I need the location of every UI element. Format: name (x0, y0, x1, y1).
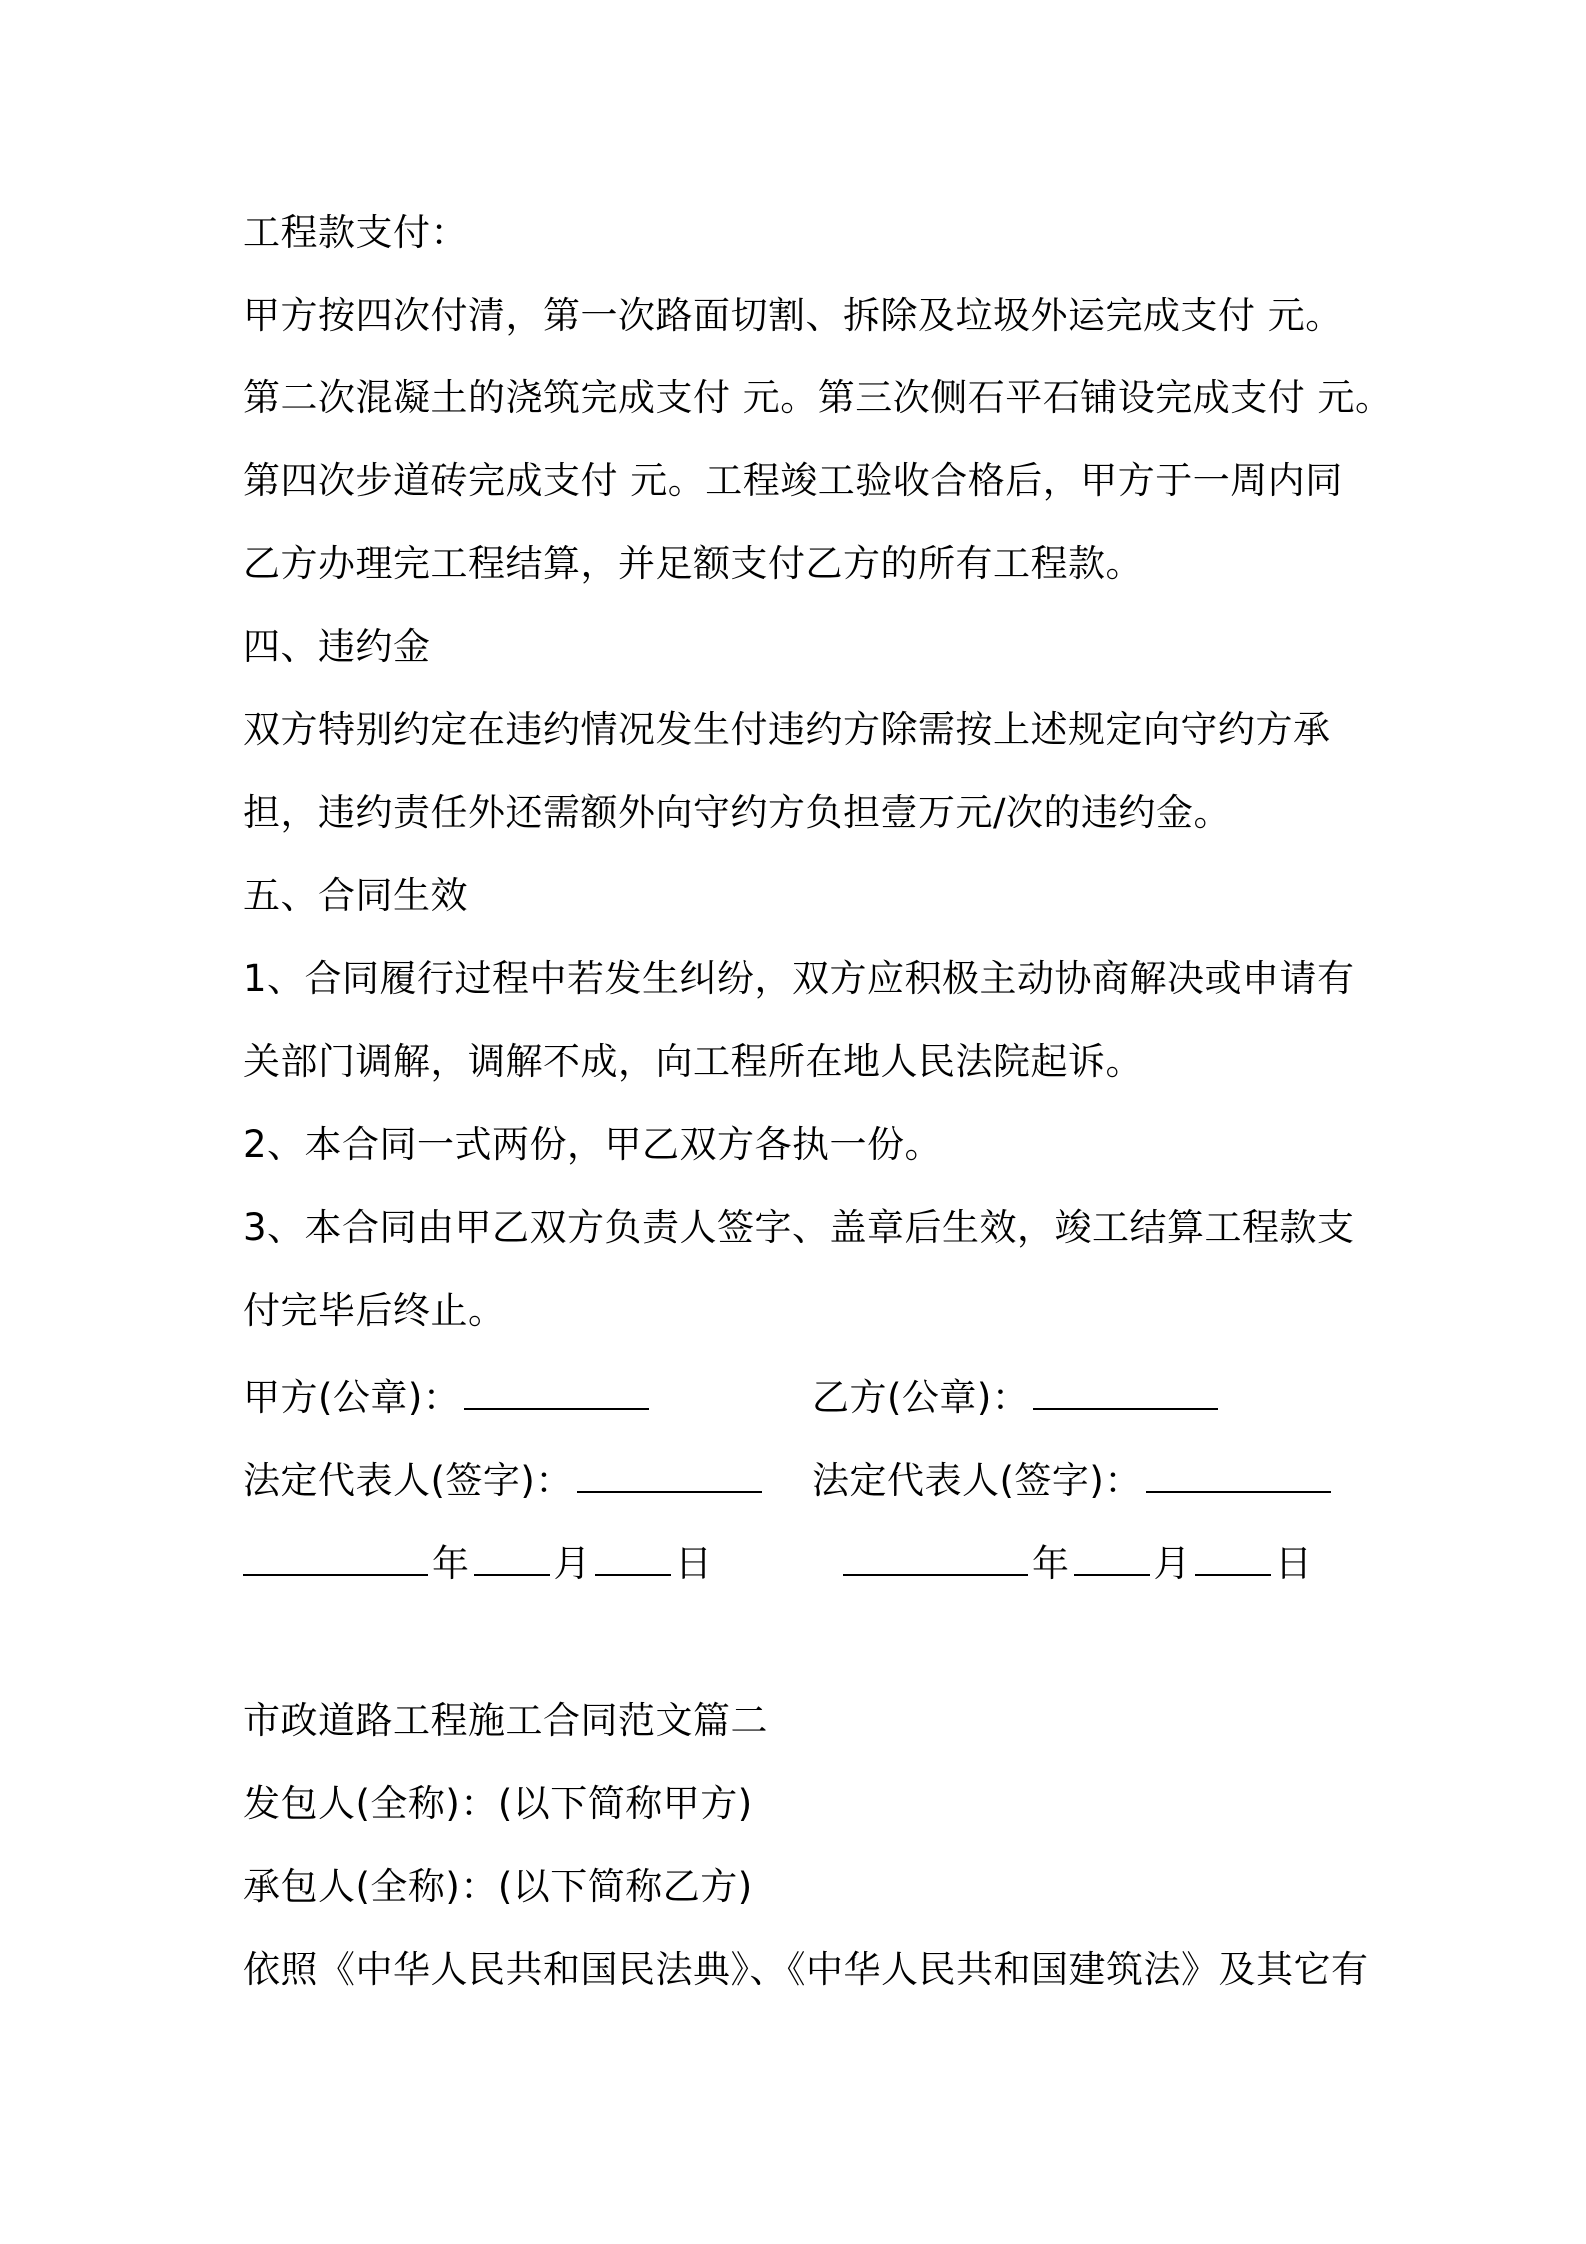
section-heading-payment: 工程款支付： (243, 211, 468, 254)
party-a-seal-label: 甲方(公章)： (243, 1376, 461, 1420)
party-a-rep-blank[interactable] (577, 1456, 762, 1493)
paragraph-line: 甲方按四次付清，第一次路面切割、拆除及垃圾外运完成支付 元。 (243, 294, 1343, 337)
section-heading-effectiveness: 五、合同生效 (243, 874, 468, 917)
section-heading-penalty: 四、违约金 (243, 625, 431, 668)
section-two-title: 市政道路工程施工合同范文篇二 (243, 1699, 768, 1742)
paragraph-line: 第二次混凝土的浇筑完成支付 元。第三次侧石平石铺设完成支付 元。 (243, 376, 1393, 419)
paragraph-line: 关部门调解，调解不成，向工程所在地人民法院起诉。 (243, 1040, 1143, 1083)
party-b-rep-line (812, 1456, 1335, 1503)
party-a-seal-line (243, 1373, 653, 1420)
party-b-rep-label: 法定代表人(签字)： (812, 1459, 1142, 1503)
month-label: 月 (553, 1542, 591, 1586)
party-a-rep-line (243, 1456, 766, 1503)
party-b-seal-line (812, 1373, 1222, 1420)
paragraph-line: 担，违约责任外还需额外向守约方负担壹万元/次的违约金。 (243, 791, 1231, 834)
party-a-seal-blank[interactable] (464, 1373, 649, 1410)
party-a-month-blank[interactable] (474, 1539, 550, 1576)
paragraph-line: 第四次步道砖完成支付 元。工程竣工验收合格后，甲方于一周内同 (243, 459, 1343, 502)
party-b-month-blank[interactable] (1074, 1539, 1150, 1576)
day-label: 日 (675, 1542, 713, 1586)
party-a-year-blank[interactable] (243, 1539, 428, 1576)
employer-line: 发包人(全称)：(以下简称甲方) (243, 1782, 753, 1825)
party-b-rep-blank[interactable] (1146, 1456, 1331, 1493)
paragraph-line: 乙方办理完工程结算，并足额支付乙方的所有工程款。 (243, 542, 1143, 585)
party-b-year-blank[interactable] (843, 1539, 1028, 1576)
party-a-date-line (243, 1539, 713, 1586)
paragraph-line: 3、本合同由甲乙双方负责人签字、盖章后生效，竣工结算工程款支 (243, 1206, 1355, 1249)
year-label: 年 (1032, 1542, 1070, 1586)
paragraph-line: 1、合同履行过程中若发生纠纷，双方应积极主动协商解决或申请有 (243, 957, 1355, 1000)
month-label: 月 (1153, 1542, 1191, 1586)
year-label: 年 (432, 1542, 470, 1586)
party-a-day-blank[interactable] (595, 1539, 671, 1576)
contractor-line: 承包人(全称)：(以下简称乙方) (243, 1865, 753, 1908)
day-label: 日 (1275, 1542, 1313, 1586)
paragraph-line: 2、本合同一式两份，甲乙双方各执一份。 (243, 1123, 943, 1166)
paragraph-line: 依照《中华人民共和国民法典》、《中华人民共和国建筑法》及其它有 (243, 1948, 1369, 1991)
party-b-date-line (843, 1539, 1313, 1586)
paragraph-line: 双方特别约定在违约情况发生付违约方除需按上述规定向守约方承 (243, 708, 1331, 751)
party-b-day-blank[interactable] (1195, 1539, 1271, 1576)
party-a-rep-label: 法定代表人(签字)： (243, 1459, 573, 1503)
paragraph-line: 付完毕后终止。 (243, 1289, 506, 1332)
party-b-seal-blank[interactable] (1033, 1373, 1218, 1410)
party-b-seal-label: 乙方(公章)： (812, 1376, 1030, 1420)
